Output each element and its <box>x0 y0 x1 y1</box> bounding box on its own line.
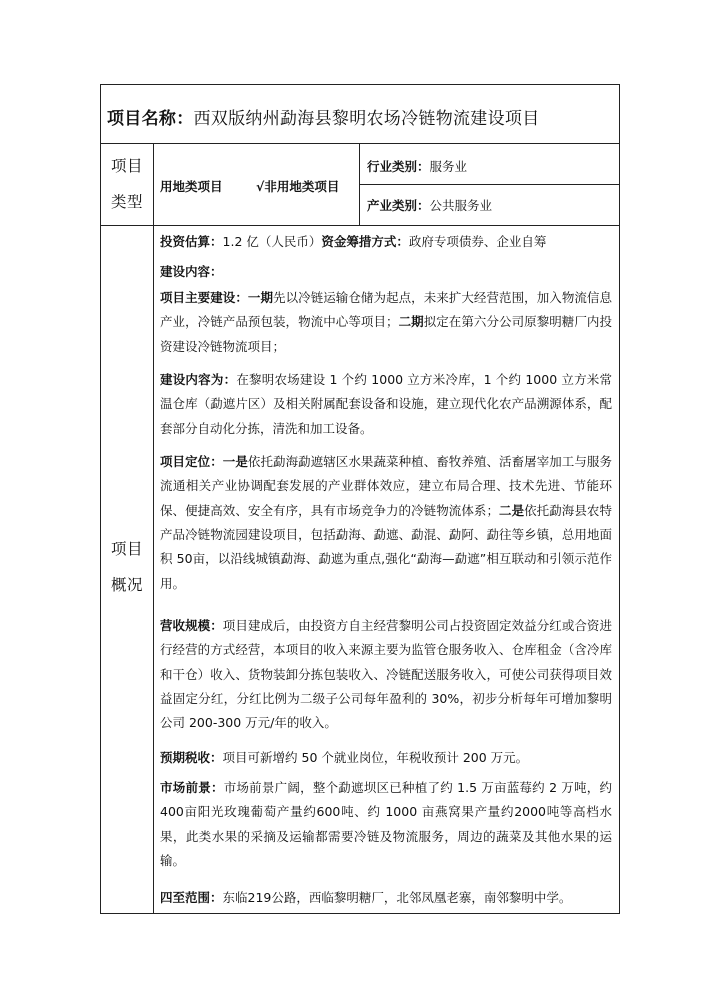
positioning-text-two: 依托勐海县农特产品冷链物流园建设项目，包括勐海、勐遮、勐混、勐阿、勐往等乡镇，总用地面积 50亩，以沿线城镇勐海、勐遮为重点,强化“勐海—勐遮”相互联动和引领示范作用。 <box>160 502 612 591</box>
industry-category-value: 服务业 <box>429 159 468 174</box>
table-border-left <box>100 84 101 914</box>
overview-label-line1: 项目 <box>111 540 144 558</box>
main-construction-label: 项目主要建设： <box>160 290 248 305</box>
row-divider-type-inner <box>359 184 620 185</box>
positioning-label: 项目定位： <box>160 454 223 469</box>
construction-content-label: 建设内容为： <box>160 372 237 387</box>
overview-label-line2: 概况 <box>111 576 144 594</box>
industry-category <box>367 157 467 175</box>
project-name-value: 西双版纳州勐海县黎明农场冷链物流建设项目 <box>193 109 540 129</box>
market-paragraph <box>160 776 612 873</box>
table-border-right <box>619 84 620 914</box>
sector-category <box>367 196 492 214</box>
row-divider-title <box>100 143 620 144</box>
tax-label: 预期税收： <box>160 750 223 765</box>
positioning-key-two: 二是 <box>498 502 525 518</box>
sector-category-label: 产业类别： <box>367 198 430 213</box>
type-label-line1: 项目 <box>111 157 144 175</box>
construction-content-text: 在黎明农场建设 1 个约 1000 立方米冷库，1 个约 1000 立方米常温仓库（勐遮片区）及相关附属配套设备和设施，建立现代化农产品溯源体系，配套部分自动化分拣，清洗和加工设备。 <box>160 372 612 436</box>
revenue-label: 营收规模： <box>160 618 223 633</box>
table-border-bottom <box>100 913 620 914</box>
type-label-line2: 类型 <box>111 193 144 211</box>
project-name-label: 项目名称： <box>107 109 194 129</box>
investment-line <box>160 230 612 254</box>
construction-content-heading <box>160 260 612 284</box>
project-name-row <box>107 104 540 129</box>
investment-value: 1.2 亿（人民币） <box>222 234 322 249</box>
phase-one-key: 一期 <box>247 290 274 305</box>
boundary-text: 东临219公路，西临黎明糖厂，北邻凤凰老寨，南邻黎明中学。 <box>222 890 572 905</box>
positioning-paragraph <box>160 450 612 596</box>
type-column-divider <box>359 143 360 226</box>
main-construction-paragraph <box>160 286 612 359</box>
tax-paragraph <box>160 746 612 770</box>
revenue-text: 项目建成后，由投资方自主经营黎明公司占投资固定效益分红或合资进行经营的方式经营，本项目的收入来源主要为监管仓服务收入、仓库租金（含冷库和干仓）收入、货物装卸分拣包装收入、冷链配送服务收入，可使公司获得项目效益固定分红，分红比例为二级子公司每年盈利的 30%，初步分析每年可增加黎明公司 200-300 万元/年的收入。 <box>160 618 612 731</box>
market-text: 市场前景广阔，整个勐遮坝区已种植了约 1.5 万亩蓝莓约 2 万吨，约 400亩阳光玫瑰葡萄产量约600吨、约 1000 亩燕窝果产量约2000吨等高档水果，此类水果的采摘及运输都需要冷链及物流服务，周边的蔬菜及其他水果的运输。 <box>160 780 612 869</box>
boundary-label: 四至范围： <box>160 890 223 905</box>
option-land-use: 用地类项目 <box>160 179 223 194</box>
investment-label: 投资估算： <box>160 234 223 249</box>
construction-heading-label: 建设内容： <box>160 264 223 279</box>
industry-category-label: 行业类别： <box>367 159 430 174</box>
phase-two-key: 二期 <box>398 314 424 330</box>
revenue-paragraph <box>160 614 612 736</box>
funding-value: 政府专项债券、企业自筹 <box>408 234 547 249</box>
positioning-text-one: 依托勐海勐遮辖区水果蔬菜种植、畜牧养殖、活畜屠宰加工与服务流通相关产业协调配套发展的产业群体效应，建立布局合理、技术先进、节能环保、便捷高效、安全有序，具有市场竞争力的冷链物流体系； <box>160 454 612 518</box>
phase-two-text: 拟定在第六分公司原黎明糖厂内投资建设冷链物流项目； <box>160 314 612 354</box>
boundary-paragraph <box>160 886 612 910</box>
construction-content-paragraph <box>160 368 612 441</box>
funding-label: 资金筹措方式： <box>321 234 409 249</box>
table-border-top <box>100 84 620 85</box>
positioning-key-one: 一是 <box>222 454 248 469</box>
phase-one-text: 先以冷链运输仓储为起点，未来扩大经营范围，加入物流信息产业，冷链产品预包装，物流中心等项目； <box>160 290 612 330</box>
market-label: 市场前景： <box>160 780 224 795</box>
label-column-divider <box>153 143 154 914</box>
tax-text: 项目可新增约 50 个就业岗位，年税收预计 200 万元。 <box>222 750 529 765</box>
row-divider-type <box>100 225 620 226</box>
option-non-land-use: √非用地类项目 <box>256 179 340 194</box>
sector-category-value: 公共服务业 <box>429 198 493 213</box>
